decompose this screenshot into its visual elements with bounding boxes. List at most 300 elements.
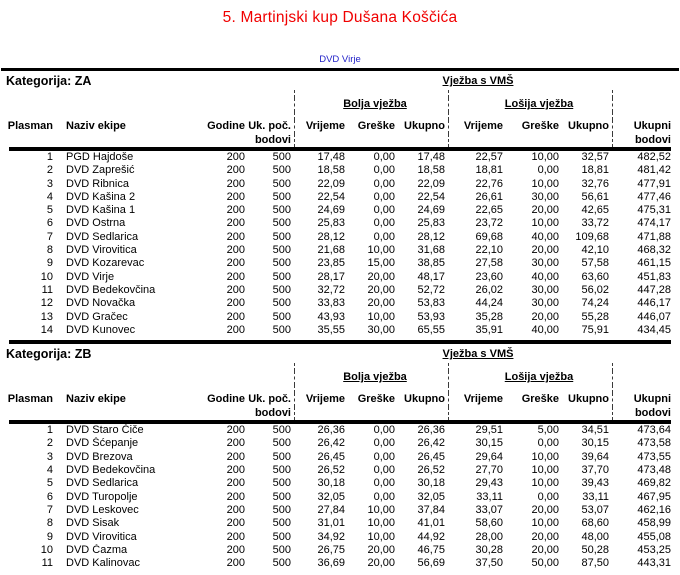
table-cell: 58,60 (475, 517, 503, 530)
table-cell: DVD Kašina 1 (66, 204, 136, 217)
column-separator (294, 191, 302, 204)
bolja-vjezba-label: Bolja vježba (343, 371, 407, 384)
table-cell: 0,00 (373, 190, 395, 203)
table-cell: 500 (272, 503, 291, 516)
column-separator (448, 120, 456, 134)
table-cell: DVD Zaprešić (66, 164, 135, 177)
table-cell: 33,11 (476, 490, 503, 503)
column-separator (294, 217, 302, 230)
table-cell: 4 (46, 190, 53, 203)
column-separator (448, 491, 456, 504)
table-cell: DVD Virovitica (66, 530, 137, 543)
table-cell: 200 (226, 244, 245, 257)
column-separator (612, 134, 620, 147)
table-cell: 28,00 (475, 530, 503, 543)
table-cell: 33,11 (582, 490, 609, 503)
table-cell: 65,55 (417, 323, 445, 336)
table-cell: 8 (46, 244, 53, 257)
column-separator (612, 424, 620, 437)
table-cell: 53,83 (417, 297, 445, 310)
table-cell: 30,00 (531, 297, 559, 310)
table-cell: 22,57 (475, 151, 503, 163)
table-cell: 500 (272, 477, 291, 490)
col-godine: Godine (207, 120, 245, 132)
table-cell: 52,72 (417, 283, 445, 296)
column-separator (448, 151, 456, 164)
column-separator (612, 491, 620, 504)
table-cell: 500 (272, 283, 291, 296)
table-cell: 458,99 (637, 517, 671, 530)
table-cell: DVD Kunovec (66, 323, 136, 336)
column-separator (294, 451, 302, 464)
table-cell: 14 (40, 323, 53, 336)
column-separator (612, 164, 620, 177)
table-cell: 0,00 (373, 477, 395, 490)
table-cell: 500 (272, 217, 291, 230)
table-cell: 26,42 (417, 437, 445, 450)
table-cell: 34,92 (317, 530, 345, 543)
col-ukupni: Ukupni (633, 393, 671, 406)
table-cell: 32,72 (317, 283, 345, 296)
table-cell: 200 (226, 557, 245, 570)
col-greske-losija: Greške (521, 120, 559, 132)
table-cell: 446,07 (637, 310, 671, 323)
table-cell: 26,75 (317, 543, 345, 556)
column-separator (612, 98, 620, 112)
table-row (6, 178, 674, 191)
table-cell: 22,65 (475, 204, 503, 217)
table-row (6, 297, 674, 310)
table-cell: DVD Leskovec (66, 503, 139, 516)
table-cell: 10,00 (531, 151, 559, 163)
table-cell: 0,00 (373, 164, 395, 177)
table-cell: 200 (226, 151, 245, 163)
column-separator (294, 491, 302, 504)
table-cell: 200 (226, 477, 245, 490)
table-cell: 13 (40, 310, 53, 323)
table-cell: 200 (226, 177, 245, 190)
column-separator (448, 363, 456, 371)
table-cell: DVD Bedekovčina (66, 464, 156, 477)
table-cell: 500 (272, 323, 291, 336)
column-separator (612, 112, 620, 120)
table-cell: 9 (46, 257, 53, 270)
table-row (6, 451, 674, 464)
column-separator (448, 451, 456, 464)
table-cell: 26,02 (475, 283, 503, 296)
col-vrijeme-losija: Vrijeme (463, 120, 503, 132)
column-separator (448, 217, 456, 230)
column-separator (448, 90, 456, 98)
column-separator (612, 231, 620, 244)
table-cell: 5,00 (537, 424, 559, 437)
column-header-row-2 (6, 134, 674, 147)
column-separator (448, 271, 456, 284)
table-cell: 55,28 (581, 310, 609, 323)
divider (9, 340, 671, 344)
column-separator (448, 407, 456, 420)
group-header-label: Vježba s VMŠ (442, 348, 514, 361)
table-cell: 200 (226, 490, 245, 503)
table-cell: 18,58 (317, 164, 345, 177)
column-separator (448, 204, 456, 217)
table-row (6, 164, 674, 177)
table-cell: 22,09 (417, 177, 445, 190)
table-cell: DVD Turopolje (66, 490, 138, 503)
table-cell: DVD Kalinovac (66, 557, 140, 570)
table-cell: 18,58 (417, 164, 445, 177)
table-cell: 24,69 (317, 204, 345, 217)
column-separator (294, 517, 302, 530)
table-cell: 462,16 (637, 503, 671, 516)
column-separator (448, 464, 456, 477)
table-cell: 0,00 (373, 450, 395, 463)
table-cell: 200 (226, 437, 245, 450)
table-cell: 200 (226, 464, 245, 477)
column-separator (294, 134, 302, 147)
table-cell: 30,15 (581, 437, 609, 450)
table-cell: 473,64 (637, 424, 671, 437)
table-cell: 44,24 (475, 297, 503, 310)
table-cell: 9 (46, 530, 53, 543)
table-cell: 471,88 (637, 230, 671, 243)
table-cell: 434,45 (637, 323, 671, 336)
table-cell: 468,32 (637, 244, 671, 257)
table-row (6, 477, 674, 490)
col-ukupni-bodovi: bodovi (634, 134, 671, 146)
table-cell: 500 (272, 424, 291, 437)
column-separator (294, 204, 302, 217)
col-vrijeme-bolja: Vrijeme (305, 393, 345, 406)
table-cell: DVD Sedlarica (66, 477, 139, 490)
table-cell: 35,91 (475, 323, 503, 336)
table-cell: 29,51 (475, 424, 503, 437)
table-cell: 500 (272, 557, 291, 570)
table-cell: 0,00 (373, 204, 395, 217)
table-row (6, 437, 674, 450)
column-separator (612, 90, 620, 98)
table-cell: 200 (226, 217, 245, 230)
column-separator (448, 504, 456, 517)
column-separator (448, 557, 456, 570)
table-cell: DVD Ribnica (66, 177, 129, 190)
column-separator (448, 477, 456, 490)
column-separator (294, 164, 302, 177)
table-row (6, 531, 674, 544)
column-separator (294, 112, 302, 120)
table-cell: 68,60 (581, 517, 609, 530)
document-content (0, 73, 680, 570)
table-cell: 10,00 (531, 450, 559, 463)
table-cell: 24,69 (417, 204, 445, 217)
column-separator (294, 544, 302, 557)
table-cell: 26,45 (317, 450, 345, 463)
header-separator-row (6, 385, 674, 393)
table-cell: 11 (41, 283, 53, 296)
column-separator (448, 531, 456, 544)
table-cell: 26,52 (317, 464, 345, 477)
column-separator (294, 178, 302, 191)
table-row (6, 271, 674, 284)
table-cell: 200 (226, 270, 245, 283)
column-separator (448, 98, 456, 112)
table-cell: 22,76 (475, 177, 503, 190)
column-separator (294, 504, 302, 517)
group-header-label: Vježba s VMŠ (442, 75, 514, 87)
subgroup-header-row (6, 98, 674, 112)
column-separator (448, 178, 456, 191)
table-cell: 48,17 (417, 270, 445, 283)
table-cell: 44,92 (417, 530, 445, 543)
table-cell: 0,00 (537, 490, 559, 503)
table-cell: 200 (226, 450, 245, 463)
table-cell: 30,18 (417, 477, 445, 490)
table-cell: 10,00 (367, 310, 395, 323)
table-cell: 18,81 (475, 164, 503, 177)
column-separator (294, 98, 302, 112)
table-cell: 32,05 (417, 490, 445, 503)
column-separator (612, 120, 620, 134)
table-cell: 17,48 (317, 151, 345, 163)
table-cell: 75,91 (581, 323, 609, 336)
table-cell: 461,15 (637, 257, 671, 270)
table-cell: 37,84 (417, 503, 445, 516)
col-uk-poc-bodovi: bodovi (254, 134, 291, 146)
table-cell: 27,58 (475, 257, 503, 270)
column-separator (294, 437, 302, 450)
table-cell: 20,00 (367, 297, 395, 310)
col-ukupno-losija: Ukupno (568, 393, 609, 406)
column-separator (448, 324, 456, 337)
table-cell: 473,55 (637, 450, 671, 463)
column-separator (448, 164, 456, 177)
table-cell: 23,72 (475, 217, 503, 230)
table-cell: 451,83 (637, 270, 671, 283)
table-cell: 10,00 (367, 530, 395, 543)
table-cell: 500 (272, 190, 291, 203)
table-cell: DVD Sedlarica (66, 230, 139, 243)
table-cell: 17,48 (417, 151, 445, 163)
column-separator (448, 437, 456, 450)
table-cell: DVD Šćepanje (66, 437, 139, 450)
table-cell: 31,68 (417, 244, 445, 257)
column-separator (294, 90, 302, 98)
table-cell: 30,00 (531, 190, 559, 203)
table-cell: 20,00 (531, 310, 559, 323)
table-cell: 29,64 (475, 450, 503, 463)
table-cell: 25,83 (317, 217, 345, 230)
table-cell: 12 (40, 297, 53, 310)
table-cell: 23,60 (475, 270, 503, 283)
table-cell: 7 (46, 230, 53, 243)
table-cell: 10,00 (531, 177, 559, 190)
table-cell: DVD Čazma (66, 543, 128, 556)
column-separator (612, 517, 620, 530)
table-cell: 6 (46, 217, 53, 230)
table-cell: 25,83 (417, 217, 445, 230)
table-cell: 0,00 (373, 230, 395, 243)
column-separator (448, 284, 456, 297)
column-header-row (6, 393, 674, 407)
column-separator (294, 324, 302, 337)
table-row (6, 284, 674, 297)
col-ukupni: Ukupni (633, 120, 671, 132)
table-cell: 500 (272, 230, 291, 243)
column-separator (294, 231, 302, 244)
table-cell: 1 (46, 151, 53, 163)
table-row (6, 231, 674, 244)
col-naziv-ekipe: Naziv ekipe (66, 120, 126, 132)
table-cell: 39,43 (581, 477, 609, 490)
table-cell: 200 (226, 283, 245, 296)
table-cell: 200 (226, 164, 245, 177)
column-separator (612, 284, 620, 297)
table-row (6, 324, 674, 337)
table-row (6, 424, 674, 437)
table-cell: 20,00 (367, 283, 395, 296)
table-cell: 39,64 (581, 450, 609, 463)
table-cell: 467,95 (637, 490, 671, 503)
table-cell: 20,00 (531, 244, 559, 257)
table-cell: 8 (46, 517, 53, 530)
col-ukupno-bolja: Ukupno (404, 393, 445, 406)
col-greske-losija: Greške (521, 393, 559, 406)
table-cell: 30,00 (531, 283, 559, 296)
table-cell: 10 (40, 543, 53, 556)
column-separator (612, 204, 620, 217)
table-cell: 446,17 (637, 297, 671, 310)
table-row (6, 491, 674, 504)
column-separator (294, 407, 302, 420)
table-cell: 32,05 (317, 490, 345, 503)
column-separator (294, 120, 302, 134)
col-godine: Godine (207, 393, 245, 406)
table-cell: 500 (272, 164, 291, 177)
table-row (6, 517, 674, 530)
table-cell: 0,00 (373, 177, 395, 190)
column-separator (448, 517, 456, 530)
col-uk-poc: Uk. poč. (248, 393, 291, 406)
column-separator (294, 284, 302, 297)
table-cell: 500 (272, 437, 291, 450)
table-cell: 28,17 (317, 270, 345, 283)
column-separator (294, 311, 302, 324)
column-separator (294, 464, 302, 477)
header-separator-row (6, 363, 674, 371)
column-separator (294, 363, 302, 371)
table-cell: 447,28 (637, 283, 671, 296)
section-header-row (6, 346, 674, 363)
table-cell: 5 (46, 204, 53, 217)
table-cell: 30,00 (367, 323, 395, 336)
table-cell: 37,70 (581, 464, 609, 477)
table-cell: 53,93 (417, 310, 445, 323)
column-separator (612, 464, 620, 477)
table-cell: 0,00 (373, 424, 395, 437)
table-cell: 3 (46, 177, 53, 190)
table-cell: 37,50 (475, 557, 503, 570)
table-row (6, 557, 674, 570)
column-separator (294, 271, 302, 284)
col-vrijeme-bolja: Vrijeme (305, 120, 345, 132)
table-cell: 200 (226, 297, 245, 310)
table-cell: 0,00 (373, 437, 395, 450)
table-cell: DVD Bedekovčina (66, 283, 156, 296)
table-cell: 2 (46, 164, 53, 177)
table-cell: 56,02 (581, 283, 609, 296)
column-separator (448, 244, 456, 257)
table-cell: 0,00 (373, 464, 395, 477)
table-cell: 20,00 (531, 530, 559, 543)
table-cell: DVD Novačka (66, 297, 136, 310)
col-greske-bolja: Greške (357, 120, 395, 132)
subgroup-header-row (6, 371, 674, 385)
table-cell: 500 (272, 543, 291, 556)
table-cell: 109,68 (575, 230, 609, 243)
table-cell: 33,83 (317, 297, 345, 310)
column-separator (294, 257, 302, 270)
column-separator (612, 191, 620, 204)
table-cell: 500 (272, 257, 291, 270)
column-separator (612, 217, 620, 230)
col-plasman: Plasman (7, 393, 53, 406)
column-separator (448, 297, 456, 310)
table-cell: 10,00 (531, 477, 559, 490)
table-cell: 20,00 (367, 557, 395, 570)
table-cell: 200 (226, 323, 245, 336)
table-row (6, 464, 674, 477)
column-separator (612, 271, 620, 284)
column-separator (612, 504, 620, 517)
table-cell: 32,57 (581, 151, 609, 163)
table-cell: 10,00 (531, 517, 559, 530)
page-title: 5. Martinjski kup Dušana Koščića (222, 9, 458, 26)
table-cell: DVD Virje (66, 270, 115, 283)
col-ukupno-losija: Ukupno (568, 120, 609, 132)
losija-vjezba-label: Lošija vježba (504, 371, 574, 384)
table-cell: 29,43 (475, 477, 503, 490)
table-cell: 74,24 (581, 297, 609, 310)
table-cell: 38,85 (417, 257, 445, 270)
column-separator (294, 297, 302, 310)
table-cell: 10,00 (367, 517, 395, 530)
table-cell: 40,00 (531, 230, 559, 243)
table-cell: 43,93 (317, 310, 345, 323)
column-separator (612, 257, 620, 270)
table-cell: 26,52 (417, 464, 445, 477)
table-cell: 30,28 (475, 543, 503, 556)
table-cell: 500 (272, 204, 291, 217)
table-cell: DVD Sisak (66, 517, 120, 530)
table-cell: 23,85 (317, 257, 345, 270)
col-vrijeme-losija: Vrijeme (463, 393, 503, 406)
table-cell: 33,07 (475, 503, 503, 516)
table-cell: 40,00 (531, 270, 559, 283)
table-cell: 500 (272, 530, 291, 543)
table-cell: 481,42 (637, 164, 671, 177)
table-cell: 4 (46, 464, 53, 477)
table-cell: 42,10 (581, 244, 609, 257)
table-cell: 500 (272, 490, 291, 503)
table-cell: 500 (272, 517, 291, 530)
column-separator (612, 437, 620, 450)
table-cell: 200 (226, 503, 245, 516)
column-separator (612, 371, 620, 385)
table-cell: 33,72 (581, 217, 609, 230)
table-cell: 20,00 (531, 503, 559, 516)
column-separator (448, 257, 456, 270)
column-separator (612, 324, 620, 337)
